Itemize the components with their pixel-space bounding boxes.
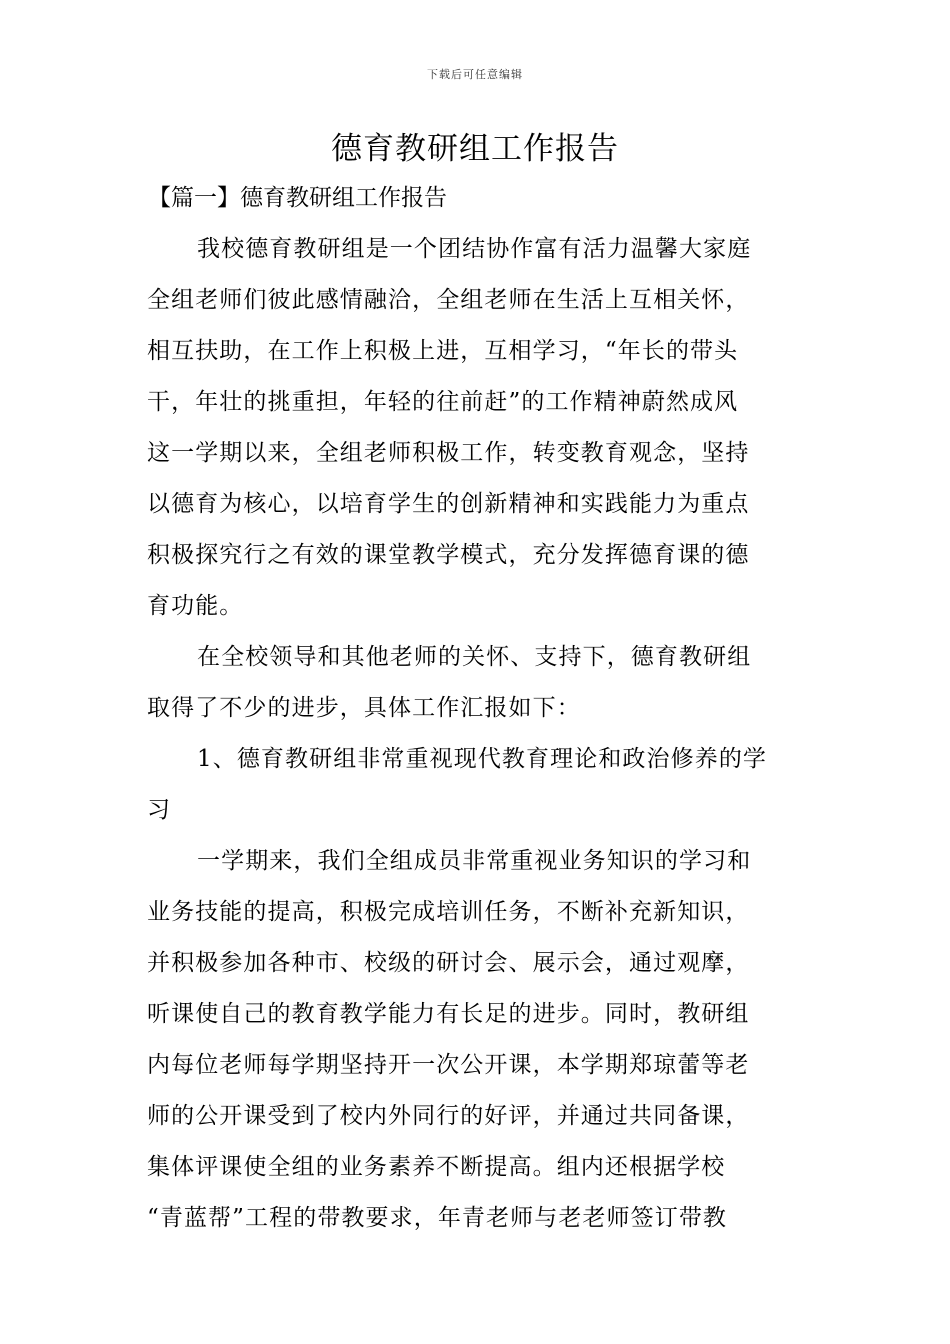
paragraph-line: 育功能。 [147, 593, 244, 619]
paragraph-line: 干，年壮的挑重担，年轻的往前赶”的工作精神蔚然成风 [147, 389, 739, 415]
paragraph-line: “青蓝帮”工程的带教要求，年青老师与老老师签订带教 [147, 1205, 728, 1231]
paragraph-line: 我校德育教研组是一个团结协作富有活力温馨大家庭 [197, 236, 752, 262]
paragraph-line: 相互扶助，在工作上积极上进，互相学习，“年长的带头 [147, 338, 739, 364]
paragraph-line: 一学期来，我们全组成员非常重视业务知识的学习和 [197, 848, 752, 874]
paragraph-line: 积极探究行之有效的课堂教学模式，充分发挥德育课的德 [147, 542, 750, 568]
paragraph-line: 业务技能的提高，积极完成培训任务，不断补充新知识， [147, 899, 750, 925]
paragraph-line: 以德育为核心，以培育学生的创新精神和实践能力为重点 [147, 491, 750, 517]
paragraph-line: 师的公开课受到了校内外同行的好评，并通过共同备课， [147, 1103, 750, 1129]
page-header-note: 下载后可任意编辑 [427, 68, 523, 81]
paragraph-line: 习 [147, 797, 172, 823]
section-subheading: 【篇一】德育教研组工作报告 [148, 185, 447, 211]
paragraph-line: 内每位老师每学期坚持开一次公开课，本学期郑琼蕾等老 [147, 1052, 750, 1078]
paragraph-line: 听课使自己的教育教学能力有长足的进步。同时，教研组 [147, 1001, 750, 1027]
document-body [147, 229, 807, 1249]
paragraph-line: 并积极参加各种市、校级的研讨会、展示会，通过观摩， [147, 950, 750, 976]
paragraph-line: 集体评课使全组的业务素养不断提高。组内还根据学校 [147, 1154, 726, 1180]
document-title: 德育教研组工作报告 [331, 131, 619, 167]
paragraph-line: 全组老师们彼此感情融洽，全组老师在生活上互相关怀， [147, 287, 750, 313]
paragraph-line: 1、德育教研组非常重视现代教育理论和政治修养的学 [197, 746, 768, 772]
paragraph-line: 这一学期以来，全组老师积极工作，转变教育观念，坚持 [147, 440, 750, 466]
paragraph-line: 取得了不少的进步，具体工作汇报如下： [147, 695, 581, 721]
paragraph-line: 在全校领导和其他老师的关怀、支持下，德育教研组 [197, 644, 752, 670]
